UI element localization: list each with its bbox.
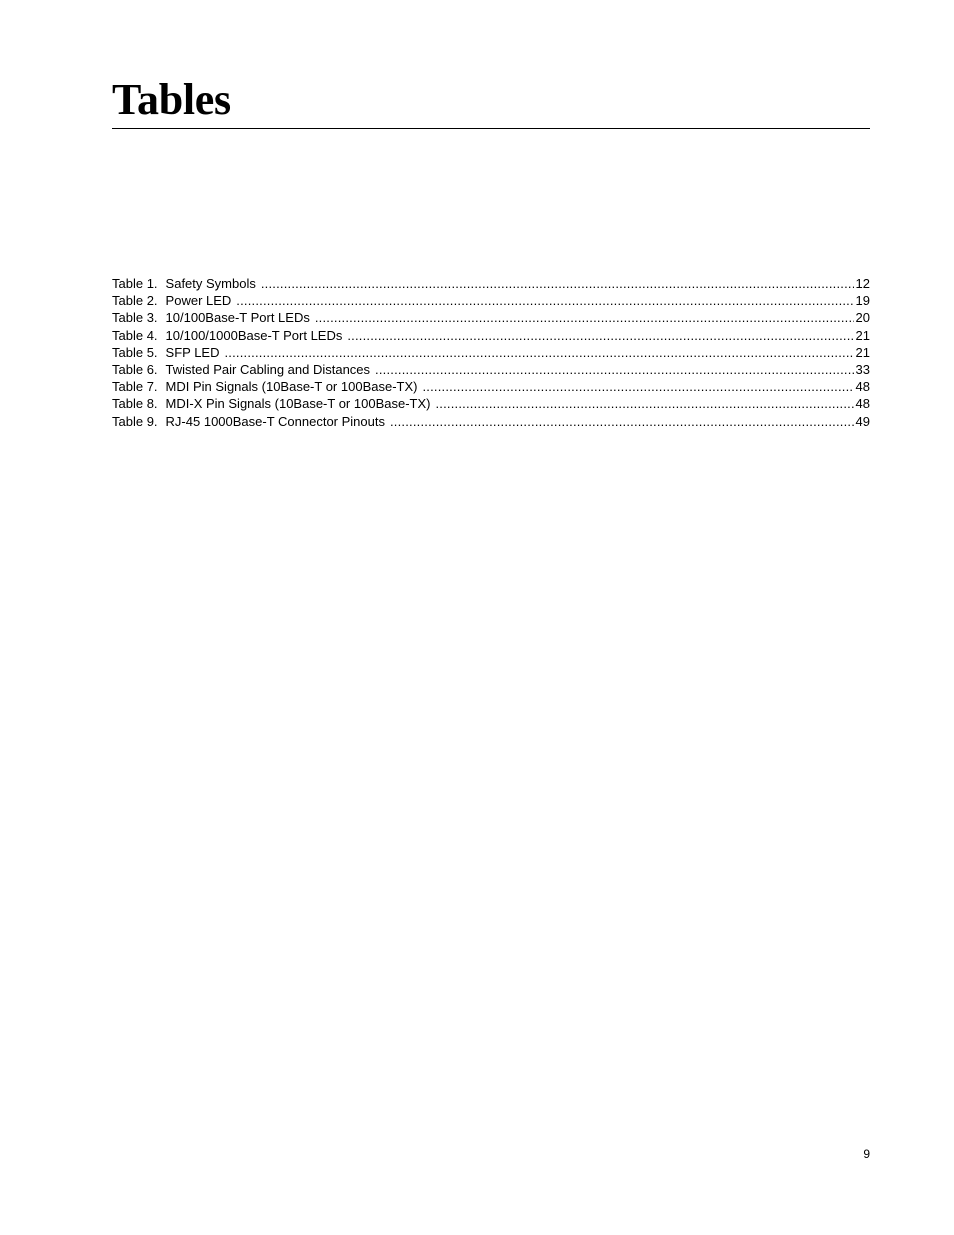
toc-entry-table-2[interactable] xyxy=(112,292,870,309)
toc-entry-title: 10/100Base-T Port LEDs xyxy=(165,310,310,326)
toc-entry-table-1[interactable] xyxy=(112,275,870,292)
toc-entry-title: RJ-45 1000Base-T Connector Pinouts xyxy=(165,413,385,429)
toc-entry-page: 19 xyxy=(855,293,870,309)
toc-entry-table-8[interactable] xyxy=(112,395,870,412)
toc-dot-leader xyxy=(315,309,854,326)
toc-entry-page: 21 xyxy=(855,327,870,343)
toc-entry-table-6[interactable] xyxy=(112,361,870,378)
toc-dot-leader xyxy=(435,395,853,412)
toc-entry-page: 48 xyxy=(855,396,870,412)
toc-entry-title: 10/100/1000Base-T Port LEDs xyxy=(165,327,343,343)
toc-entry-page: 48 xyxy=(855,379,870,395)
toc-entry-page: 49 xyxy=(855,413,870,429)
toc-entry-table-7[interactable] xyxy=(112,378,870,395)
toc-entry-number: Table 3. xyxy=(112,310,158,326)
toc-entry-title: Safety Symbols xyxy=(165,276,256,291)
toc-entry-number: Table 8. xyxy=(112,396,158,412)
toc-entry-page: 21 xyxy=(855,344,870,360)
toc-dot-leader xyxy=(347,327,853,344)
toc-dot-leader xyxy=(422,378,853,395)
page-number: 9 xyxy=(863,1147,870,1161)
toc-entry-table-9[interactable] xyxy=(112,413,870,430)
toc-dot-leader xyxy=(375,361,853,378)
toc-entry-number: Table 6. xyxy=(112,361,158,377)
toc-entry-number: Table 9. xyxy=(112,413,158,429)
toc-entry-number: Table 2. xyxy=(112,293,158,309)
toc-entry-title: Twisted Pair Cabling and Distances xyxy=(165,361,371,377)
toc-entry-table-3[interactable] xyxy=(112,309,870,326)
toc-entry-table-5[interactable] xyxy=(112,344,870,361)
toc-entry-number: Table 5. xyxy=(112,344,158,360)
toc-entry-number: Table 7. xyxy=(112,379,158,395)
toc-entry-page: 33 xyxy=(855,361,870,377)
title-divider xyxy=(112,128,870,129)
page-title: Tables xyxy=(112,75,231,124)
toc-entry-number: Table 1. xyxy=(112,276,158,291)
toc-entry-title: MDI-X Pin Signals (10Base-T or 100Base-TX) xyxy=(165,396,431,412)
toc-entry-page: 20 xyxy=(855,310,870,326)
toc-entry-number: Table 4. xyxy=(112,327,158,343)
toc-dot-leader xyxy=(225,344,854,361)
toc-entry-title: Power LED xyxy=(165,293,232,309)
toc-dot-leader xyxy=(390,413,854,430)
toc-dot-leader xyxy=(236,292,853,309)
list-of-tables xyxy=(112,275,870,430)
toc-entry-title: SFP LED xyxy=(165,344,220,360)
toc-entry-page: 12 xyxy=(855,276,870,291)
toc-entry-title: MDI Pin Signals (10Base-T or 100Base-TX) xyxy=(165,379,418,395)
toc-dot-leader xyxy=(261,275,854,292)
toc-entry-table-4[interactable] xyxy=(112,327,870,344)
